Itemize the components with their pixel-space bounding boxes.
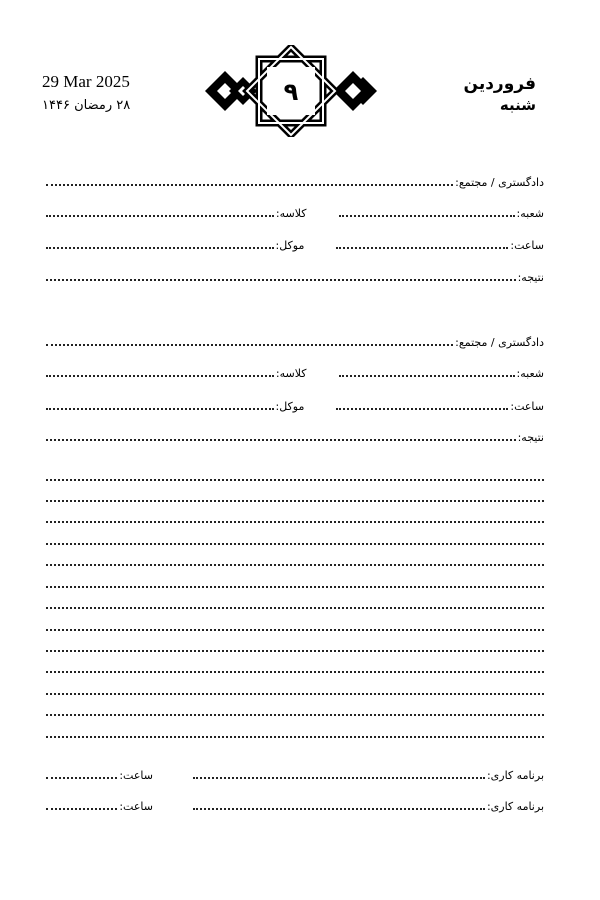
time-label: ساعت: bbox=[119, 800, 153, 813]
note-line[interactable] bbox=[46, 479, 544, 481]
court-label: دادگستری / مجتمع: bbox=[455, 176, 544, 189]
result-row bbox=[46, 426, 544, 444]
court-field[interactable] bbox=[46, 340, 453, 346]
weekday: شنبه bbox=[499, 96, 536, 114]
branch-field[interactable] bbox=[339, 211, 515, 217]
date-emblem-icon bbox=[203, 45, 379, 137]
time-field[interactable] bbox=[336, 404, 508, 410]
note-line[interactable] bbox=[46, 607, 544, 609]
program-label: برنامه کاری: bbox=[486, 800, 544, 813]
result-label: نتیجه: bbox=[517, 431, 544, 444]
note-line[interactable] bbox=[46, 629, 544, 631]
file-class-label: کلاسه: bbox=[275, 367, 307, 380]
result-label: نتیجه: bbox=[517, 271, 544, 284]
note-line[interactable] bbox=[46, 500, 544, 502]
note-line[interactable] bbox=[46, 693, 544, 695]
result-field[interactable] bbox=[46, 275, 516, 281]
branch-label: شعبه: bbox=[516, 207, 544, 220]
note-line[interactable] bbox=[46, 521, 544, 523]
client-field[interactable] bbox=[46, 404, 274, 410]
client-field[interactable] bbox=[46, 243, 274, 249]
court-field[interactable] bbox=[46, 180, 453, 186]
time-row bbox=[46, 395, 544, 413]
time-field[interactable] bbox=[336, 243, 508, 249]
persian-month: فروردین bbox=[463, 74, 536, 94]
time-label: ساعت: bbox=[119, 769, 153, 782]
note-line[interactable] bbox=[46, 736, 544, 738]
program-label: برنامه کاری: bbox=[486, 769, 544, 782]
time-field[interactable] bbox=[46, 804, 117, 810]
branch-row bbox=[46, 202, 544, 220]
gregorian-date: 29 Mar 2025 bbox=[42, 72, 130, 91]
program-row bbox=[46, 764, 544, 782]
result-row bbox=[46, 266, 544, 284]
branch-field[interactable] bbox=[339, 371, 515, 377]
time-field[interactable] bbox=[46, 773, 117, 779]
hijri-date: ۲۸ رمضان ۱۴۴۶ bbox=[42, 98, 131, 113]
branch-label: شعبه: bbox=[516, 367, 544, 380]
note-line[interactable] bbox=[46, 714, 544, 716]
court-label: دادگستری / مجتمع: bbox=[455, 336, 544, 349]
file-class-field[interactable] bbox=[46, 371, 274, 377]
court-row bbox=[46, 171, 544, 189]
program-field[interactable] bbox=[193, 804, 485, 810]
persian-day: ۹ bbox=[283, 78, 299, 106]
client-label: موکل: bbox=[275, 400, 305, 413]
note-line[interactable] bbox=[46, 564, 544, 566]
time-label: ساعت: bbox=[510, 400, 544, 413]
note-line[interactable] bbox=[46, 543, 544, 545]
branch-row bbox=[46, 362, 544, 380]
result-field[interactable] bbox=[46, 435, 516, 441]
note-line[interactable] bbox=[46, 650, 544, 652]
time-label: ساعت: bbox=[510, 239, 544, 252]
file-class-field[interactable] bbox=[46, 211, 274, 217]
note-line[interactable] bbox=[46, 671, 544, 673]
court-row bbox=[46, 331, 544, 349]
time-row bbox=[46, 234, 544, 252]
program-field[interactable] bbox=[193, 773, 485, 779]
program-row bbox=[46, 795, 544, 813]
note-line[interactable] bbox=[46, 586, 544, 588]
file-class-label: کلاسه: bbox=[275, 207, 307, 220]
client-label: موکل: bbox=[275, 239, 305, 252]
